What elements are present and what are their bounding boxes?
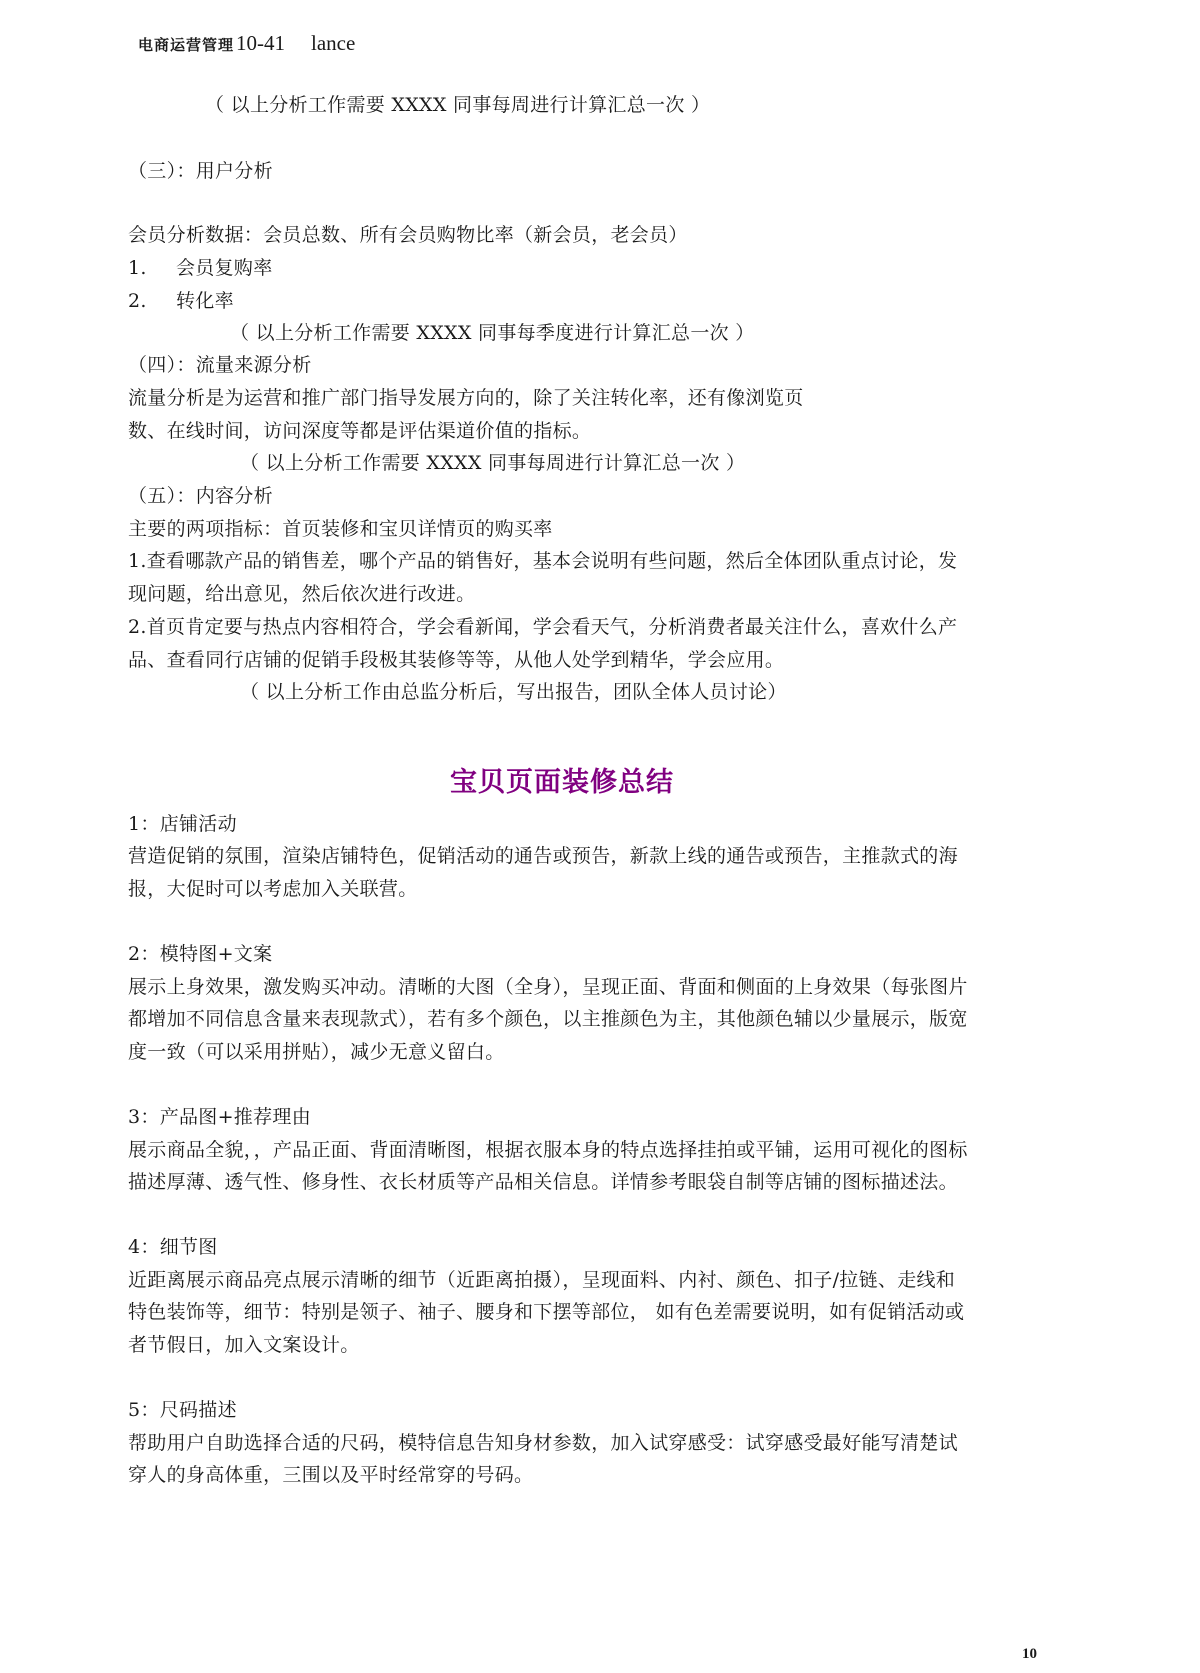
summary-item-line: 度一致（可以采用拼贴），减少无意义留白。 [128,1041,505,1063]
summary-item-line: 近距离展示商品亮点展示清晰的细节（近距离拍摄），呈现面料、内衬、颜色、扣子/拉链、走线和 [128,1269,956,1291]
content-paragraph-line: 现问题，给出意见，然后依次进行改进。 [128,583,476,605]
summary-item-line: 者节假日，加入文案设计。 [128,1334,360,1356]
traffic-paragraph-line: 流量分析是为运营和推广部门指导发展方向的，除了关注转化率，还有像浏览页 [128,387,804,409]
note-weekly: （ 以上分析工作需要 XXXX 同事每周进行计算汇总一次 ） [240,452,746,474]
summary-item-heading: 2：模特图+文案 [128,943,273,965]
summary-item-line: 特色装饰等，细节：特别是领子、袖子、腰身和下摆等部位， 如有色差需要说明，如有促销活动或 [128,1301,965,1323]
content-paragraph-line: 2.首页肯定要与热点内容相符合，学会看新闻，学会看天气，分析消费者最关注什么，喜欢什么产 [128,616,958,638]
summary-item-line: 报，大促时可以考虑加入关联营。 [128,878,418,900]
heading-content-analysis: （五）：内容分析 [128,485,273,507]
summary-item-line: 展示上身效果，激发购买冲动。清晰的大图（全身），呈现正面、背面和侧面的上身效果（每张图片 [128,976,968,998]
summary-item-line: 展示商品全貌，，产品正面、背面清晰图，根据衣服本身的特点选择挂拍或平铺，运用可视化的图标 [128,1139,968,1161]
heading-traffic-analysis: （四）：流量来源分析 [128,354,312,376]
section-title: 宝贝页面装修总结 [450,767,674,798]
note-quarterly: （ 以上分析工作需要 XXXX 同事每季度进行计算汇总一次 ） [230,322,755,344]
list-item [128,256,273,280]
traffic-paragraph-line: 数、在线时间，访问深度等都是评估渠道价值的指标。 [128,420,592,442]
list-item-text: 转化率 [176,290,234,312]
summary-item-heading: 5：尺码描述 [128,1399,237,1421]
summary-item-line: 营造促销的氛围，渲染店铺特色，促销活动的通告或预告，新款上线的通告或预告，主推款式的海 [128,845,958,867]
summary-item-heading: 1：店铺活动 [128,813,237,835]
summary-item-line: 帮助用户自助选择合适的尺码，模特信息告知身材参数，加入试穿感受：试穿感受最好能写清楚试 [128,1432,958,1454]
summary-item-heading: 4：细节图 [128,1236,218,1258]
page-number: 10 [1022,1646,1037,1662]
summary-item-line: 都增加不同信息含量来表现款式），若有多个颜色，以主推颜色为主，其他颜色辅以少量展示，版宽 [128,1008,968,1030]
note-weekly-top: （ 以上分析工作需要 XXXX 同事每周进行计算汇总一次 ） [205,94,711,116]
header-author: lance [311,31,356,55]
user-analysis-intro: 会员分析数据：会员总数、所有会员购物比率（新会员，老会员） [128,224,688,246]
header-course: 电商运营管理 [138,36,235,54]
note-director: （ 以上分析工作由总监分析后，写出报告，团队全体人员讨论） [240,681,787,703]
list-item-number: 2. [128,290,147,312]
summary-item-heading: 3：产品图+推荐理由 [128,1106,312,1128]
content-analysis-intro: 主要的两项指标：首页装修和宝贝详情页的购买率 [128,518,553,540]
header-code: 10-41 [236,31,286,55]
list-item [128,289,234,313]
heading-user-analysis: （三）：用户分析 [128,160,273,182]
summary-item-line: 描述厚薄、透气性、修身性、衣长材质等产品相关信息。详情参考眼袋自制等店铺的图标描述法。 [128,1171,958,1193]
content-paragraph-line: 1.查看哪款产品的销售差，哪个产品的销售好，基本会说明有些问题，然后全体团队重点讨论，发 [128,550,958,572]
list-item-text: 会员复购率 [176,257,273,279]
page-header [138,30,355,58]
content-paragraph-line: 品、查看同行店铺的促销手段极其装修等等，从他人处学到精华，学会应用。 [128,649,785,671]
summary-item-line: 穿人的身高体重，三围以及平时经常穿的号码。 [128,1464,534,1486]
list-item-number: 1. [128,257,147,279]
